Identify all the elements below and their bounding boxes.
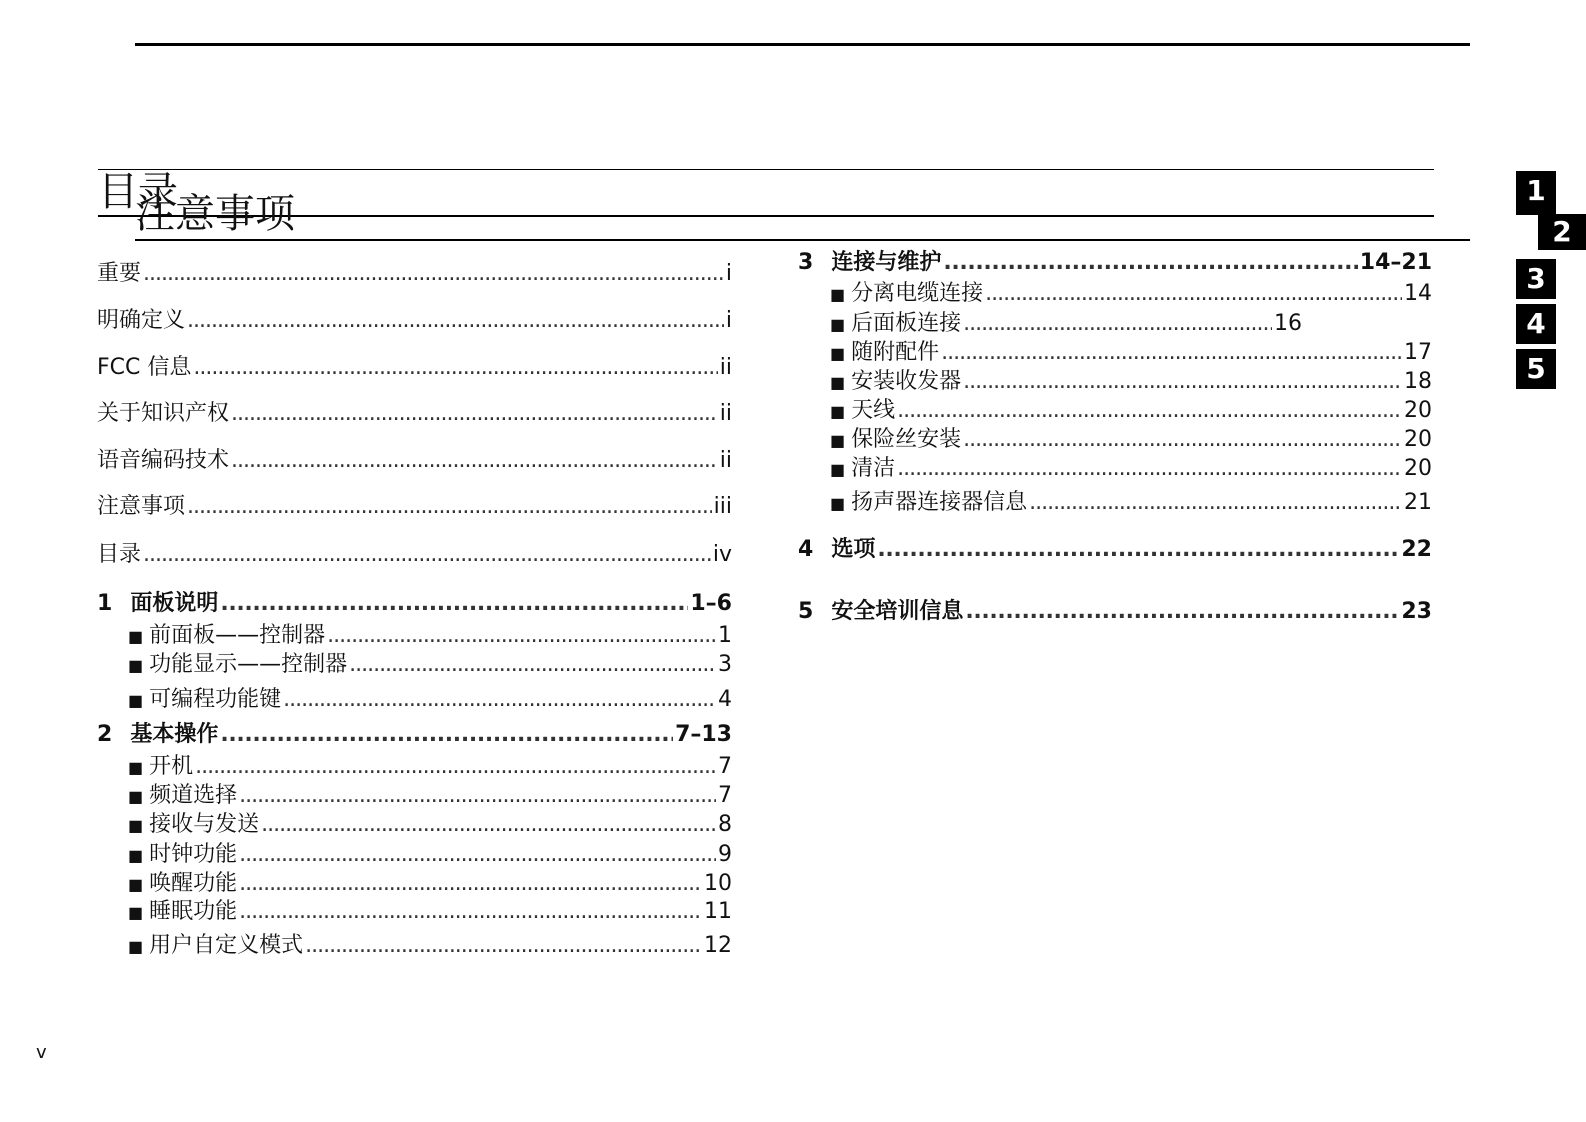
- toc-item-2-2[interactable]: [128, 811, 732, 840]
- chapter-label: 面板说明: [130, 591, 219, 616]
- toc-page: ii: [719, 448, 732, 473]
- toc-page: iii: [713, 494, 732, 519]
- dot-leader: [1029, 489, 1402, 517]
- toc-page: 16: [1274, 311, 1302, 336]
- dot-leader: [239, 782, 716, 810]
- toc-page: 7: [718, 754, 732, 779]
- dot-leader: [187, 493, 712, 521]
- dot-leader: [143, 260, 724, 288]
- dot-leader: [985, 280, 1402, 308]
- toc-label: 目录: [97, 542, 142, 567]
- toc-item-3-5[interactable]: [830, 426, 1432, 455]
- chapter-number: 3: [798, 250, 814, 275]
- dot-leader: [239, 870, 702, 898]
- toc-chapter-5[interactable]: [798, 598, 1432, 626]
- top-rule: [135, 43, 1470, 46]
- bullet-icon: ■: [830, 431, 846, 450]
- toc-page: 18: [1404, 369, 1432, 394]
- toc-chapter-3[interactable]: [798, 249, 1432, 277]
- chapter-page: 23: [1401, 599, 1432, 624]
- toc-label: 语音编码技术: [97, 448, 230, 473]
- bullet-icon: ■: [128, 846, 144, 865]
- dot-leader: [220, 721, 673, 749]
- toc-label: 睡眠功能: [149, 899, 238, 924]
- toc-page: 20: [1404, 427, 1432, 452]
- toc-item-3-0[interactable]: [830, 280, 1432, 309]
- chapter-label: 基本操作: [130, 722, 219, 747]
- toc-entry-front-1[interactable]: [97, 307, 732, 335]
- side-tab-4[interactable]: 4: [1516, 304, 1556, 344]
- chapter-number: 5: [798, 599, 814, 624]
- toc-page: 8: [718, 812, 732, 837]
- toc-item-2-1[interactable]: [128, 782, 732, 811]
- dot-leader: [897, 455, 1402, 483]
- toc-entry-front-3[interactable]: [97, 400, 732, 428]
- toc-item-3-2[interactable]: [830, 339, 1432, 368]
- toc-chapter-4[interactable]: [798, 536, 1432, 564]
- bullet-icon: ■: [128, 627, 144, 646]
- dot-leader: [965, 598, 1399, 626]
- toc-page: 4: [718, 687, 732, 712]
- toc-label: 功能显示——控制器: [149, 652, 348, 677]
- dot-leader: [283, 686, 716, 714]
- toc-label: 重要: [97, 261, 142, 286]
- bullet-icon: ■: [830, 373, 846, 392]
- chapter-label: 选项: [831, 537, 876, 562]
- bullet-icon: ■: [128, 937, 144, 956]
- bullet-icon: ■: [830, 285, 846, 304]
- toc-label: 用户自定义模式: [149, 933, 304, 958]
- dot-leader: [231, 400, 718, 428]
- bullet-icon: ■: [128, 816, 144, 835]
- dot-leader: [195, 753, 716, 781]
- toc-page: 9: [718, 842, 732, 867]
- toc-item-2-4[interactable]: [128, 870, 732, 899]
- toc-page: ii: [719, 401, 732, 426]
- toc-label: 随附配件: [851, 340, 940, 365]
- toc-label: 关于知识产权: [97, 401, 230, 426]
- overlay-title: 注意事项: [135, 191, 295, 237]
- toc-page: ii: [719, 355, 732, 380]
- toc-label: 后面板连接: [851, 311, 962, 336]
- dot-leader: [963, 310, 1272, 338]
- toc-entry-front-2[interactable]: [97, 354, 732, 382]
- bullet-icon: ■: [830, 344, 846, 363]
- toc-item-3-4[interactable]: [830, 397, 1432, 426]
- bullet-icon: ■: [128, 787, 144, 806]
- toc-page: 12: [704, 933, 732, 958]
- toc-label: 天线: [851, 398, 896, 423]
- chapter-page: 14–21: [1359, 250, 1432, 275]
- toc-page: 14: [1404, 281, 1432, 306]
- bullet-icon: ■: [128, 691, 144, 710]
- toc-label: 可编程功能键: [149, 687, 282, 712]
- chapter-label: 连接与维护: [831, 250, 942, 275]
- side-tab-1[interactable]: 1: [1516, 171, 1556, 215]
- toc-entry-front-0[interactable]: [97, 260, 732, 288]
- dot-leader: [963, 426, 1402, 454]
- toc-entry-front-5[interactable]: [97, 493, 732, 521]
- toc-label: 接收与发送: [149, 812, 260, 837]
- toc-item-2-6[interactable]: [128, 932, 732, 961]
- toc-entry-front-4[interactable]: [97, 447, 732, 475]
- toc-item-2-5[interactable]: [128, 898, 732, 927]
- title-rule-middle: [98, 215, 1434, 217]
- dot-leader: [897, 397, 1402, 425]
- toc-label: 注意事项: [97, 494, 186, 519]
- toc-label: 频道选择: [149, 783, 238, 808]
- toc-page: 1: [718, 623, 732, 648]
- dot-leader: [963, 368, 1402, 396]
- bullet-icon: ■: [830, 494, 846, 513]
- side-tab-5[interactable]: 5: [1516, 349, 1556, 389]
- toc-item-1-0[interactable]: [128, 622, 732, 651]
- toc-label: 唤醒功能: [149, 871, 238, 896]
- bullet-icon: ■: [128, 758, 144, 777]
- toc-label: 前面板——控制器: [149, 623, 326, 648]
- toc-label: 保险丝安装: [851, 427, 962, 452]
- toc-item-2-3[interactable]: [128, 841, 732, 870]
- side-tab-2[interactable]: 2: [1538, 214, 1586, 250]
- toc-page: 21: [1404, 490, 1432, 515]
- chapter-label: 安全培训信息: [831, 599, 964, 624]
- toc-item-3-1[interactable]: [830, 310, 1302, 339]
- dot-leader: [349, 651, 716, 679]
- chapter-page: 1–6: [690, 591, 732, 616]
- toc-page: 10: [704, 871, 732, 896]
- toc-page: i: [725, 308, 732, 333]
- chapter-number: 1: [97, 591, 113, 616]
- toc-label: 时钟功能: [149, 842, 238, 867]
- toc-label: 分离电缆连接: [851, 281, 984, 306]
- bullet-icon: ■: [128, 903, 144, 922]
- toc-chapter-2[interactable]: [97, 721, 732, 749]
- bullet-icon: ■: [830, 460, 846, 479]
- toc-chapter-1[interactable]: [97, 590, 732, 618]
- dot-leader: [193, 354, 717, 382]
- chapter-page: 22: [1401, 537, 1432, 562]
- title-rule-upper: [98, 169, 1434, 170]
- dot-leader: [305, 932, 702, 960]
- toc-item-3-7[interactable]: [830, 489, 1432, 518]
- dot-leader: [941, 339, 1402, 367]
- toc-label: 安装收发器: [851, 369, 962, 394]
- bullet-icon: ■: [128, 875, 144, 894]
- toc-page: 3: [718, 652, 732, 677]
- bullet-icon: ■: [830, 402, 846, 421]
- dot-leader: [877, 536, 1399, 564]
- toc-item-3-3[interactable]: [830, 368, 1432, 397]
- dot-leader: [143, 541, 711, 569]
- toc-label: 扬声器连接器信息: [851, 490, 1028, 515]
- bullet-icon: ■: [830, 315, 846, 334]
- toc-page: 11: [704, 899, 732, 924]
- toc-item-3-6[interactable]: [830, 455, 1432, 484]
- chapter-number: 4: [798, 537, 814, 562]
- dot-leader: [220, 590, 688, 618]
- toc-label: 清洁: [851, 456, 896, 481]
- dot-leader: [239, 898, 702, 926]
- toc-page: i: [725, 261, 732, 286]
- page-number: v: [36, 1042, 47, 1063]
- dot-leader: [239, 841, 716, 869]
- title-rule-lower: [135, 239, 1470, 241]
- toc-item-2-0[interactable]: [128, 753, 732, 782]
- dot-leader: [187, 307, 724, 335]
- toc-page: 20: [1404, 456, 1432, 481]
- toc-page: 17: [1404, 340, 1432, 365]
- toc-label: FCC 信息: [97, 355, 192, 380]
- toc-page: iv: [712, 542, 732, 567]
- toc-entry-front-6[interactable]: [97, 541, 732, 569]
- chapter-page: 7–13: [675, 722, 732, 747]
- toc-label: 开机: [149, 754, 194, 779]
- toc-page: 20: [1404, 398, 1432, 423]
- toc-label: 明确定义: [97, 308, 186, 333]
- dot-leader: [943, 249, 1357, 277]
- toc-item-1-1[interactable]: [128, 651, 732, 680]
- dot-leader: [231, 447, 718, 475]
- bullet-icon: ■: [128, 656, 144, 675]
- page-title: 目录: [98, 169, 178, 215]
- dot-leader: [327, 622, 716, 650]
- dot-leader: [261, 811, 716, 839]
- toc-item-1-2[interactable]: [128, 686, 732, 715]
- toc-page: 7: [718, 783, 732, 808]
- chapter-number: 2: [97, 722, 113, 747]
- side-tab-3[interactable]: 3: [1516, 259, 1556, 299]
